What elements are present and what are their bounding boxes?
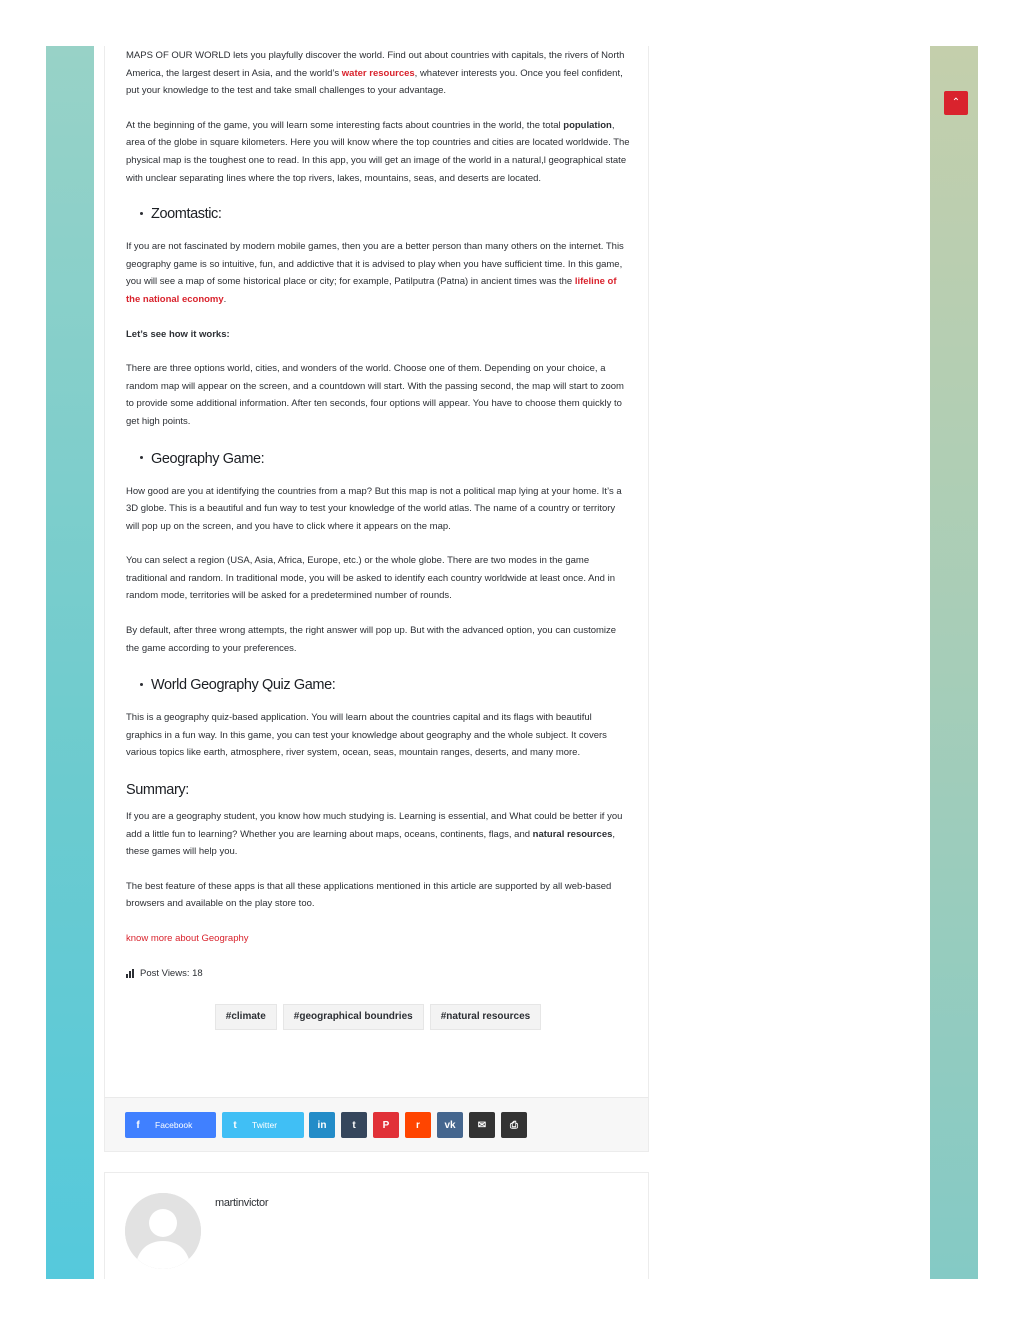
pinterest-icon: P — [382, 1119, 390, 1131]
tag-natural-resources[interactable]: #natural resources — [430, 1004, 542, 1030]
paragraph: Let’s see how it works: — [126, 328, 230, 340]
bar-chart-icon — [126, 969, 134, 978]
linkedin-icon: in — [317, 1119, 327, 1131]
section-heading-zoomtastic: Zoomtastic: — [140, 204, 630, 224]
section-heading-quiz-game: World Geography Quiz Game: — [140, 675, 630, 695]
paragraph: There are three options world, cities, and wonders of the world. Choose one of them. Depending on your choice, a random map will appear on the screen, and a countdown will start. With the passing second, the map will start to zoom to provide some additional information. After ten seconds, four options will appear. You have to choose them quickly to get high points. — [126, 363, 624, 427]
paragraph — [126, 930, 630, 948]
chevron-up-icon: ⌃ — [951, 97, 961, 108]
bullet-icon — [140, 456, 143, 459]
article-body — [104, 46, 649, 1152]
paragraph: How good are you at identifying the countries from a map? But this map is not a political map lying at your home. It’s a 3D globe. This is a beautiful and fun way to test your knowledge of the world atlas. The name of a country or territory will pop up on the screen, and you have to click where it appears on the map. — [126, 485, 622, 532]
vk-icon: vk — [444, 1119, 456, 1131]
share-twitter-button[interactable]: t Twitter — [222, 1112, 304, 1138]
bullet-icon — [140, 212, 143, 215]
share-tumblr-button[interactable] — [341, 1112, 367, 1138]
summary-heading: Summary: — [126, 782, 189, 799]
avatar[interactable] — [125, 1193, 201, 1269]
article-content — [126, 46, 630, 1030]
bold-text: population — [563, 119, 612, 131]
share-linkedin-button[interactable] — [309, 1112, 335, 1138]
paragraph: If you are not fascinated by modern mobile games, then you are a better person than many others on the internet. This geography game is so intuitive, fun, and addictive that it is advised to play when you have sufficient time. In this game, you will see a map of some historical place or city; for example, Patilputra (Patna) in ancient times was the lifeline of the national economy. — [126, 241, 624, 305]
author-name[interactable]: martinvictor — [215, 1197, 269, 1209]
paragraph: If you are a geography student, you know how much studying is. Learning is essential, and What could be better if you add a little fun to learning? Whether you are learning about maps, oceans, continents, flags, and natural resources, these games will help you. — [126, 811, 623, 858]
paragraph: The best feature of these apps is that all these applications mentioned in this article are supported by all web-based browsers and available on the play store too. — [126, 880, 612, 910]
left-decorative-panel — [46, 46, 94, 1279]
back-to-top-button[interactable] — [944, 91, 968, 115]
paragraph: At the beginning of the game, you will learn some interesting facts about countries in the world, the total population, area of the globe in square kilometers. Here you will know where the top countries and cities are located worldwide. The physical map is the toughest one to read. In this app, you will get an image of the world in a natural,l geographical state with unclear separating lines where the top rivers, lakes, mountains, seas, and deserts are located. — [126, 119, 630, 184]
twitter-icon: t — [233, 1119, 237, 1131]
water-resources-link[interactable]: water resources — [341, 67, 415, 79]
post-views: Post Views: 18 — [126, 965, 630, 983]
bullet-icon — [140, 683, 143, 686]
paragraph: MAPS OF OUR WORLD lets you playfully discover the world. Find out about countries with capitals, the rivers of North America, the largest desert in Asia, and the world’s water resources, whatever interests you. Once you feel confident, put your knowledge to the test and take small challenges to your advantage. — [126, 50, 625, 97]
paragraph: This is a geography quiz-based application. You will learn about the countries capital and its flags with beautiful graphics in a fun way. In this game, you can test your knowledge about geography and the whole subject. It covers various topics like earth, atmosphere, river system, ocean, seas, mountain ranges, deserts, and many more. — [126, 712, 607, 759]
share-bar — [104, 1097, 649, 1152]
default-avatar-icon — [125, 1193, 201, 1269]
tag-climate[interactable]: #climate — [215, 1004, 277, 1030]
share-vk-button[interactable] — [437, 1112, 463, 1138]
reddit-icon: r — [416, 1119, 420, 1131]
share-facebook-button[interactable]: f Facebook — [125, 1112, 216, 1138]
share-email-button[interactable] — [469, 1112, 495, 1138]
tag-list — [126, 1004, 630, 1030]
right-decorative-panel — [930, 46, 978, 1279]
facebook-icon: f — [136, 1119, 140, 1131]
section-heading-geography-game: Geography Game: — [140, 449, 630, 469]
tumblr-icon: t — [352, 1119, 356, 1131]
print-icon: ⎙ — [510, 1119, 518, 1131]
tag-geographical-boundries[interactable]: #geographical boundries — [283, 1004, 424, 1030]
paragraph: You can select a region (USA, Asia, Africa, Europe, etc.) or the whole globe. There are two modes in the game traditional and random. In traditional mode, you will be asked to identify each country worldwide at least once. And in random mode, territories will be asked for a predetermined number of rounds. — [126, 555, 616, 602]
economy-link[interactable]: lifeline of the national economy — [126, 276, 617, 305]
know-more-link[interactable]: know more about Geography — [126, 933, 249, 944]
author-box — [104, 1172, 649, 1279]
print-button[interactable] — [501, 1112, 527, 1138]
paragraph: By default, after three wrong attempts, the right answer will pop up. But with the advanced option, you can customize the game according to your preferences. — [126, 625, 617, 654]
share-reddit-button[interactable] — [405, 1112, 431, 1138]
share-pinterest-button[interactable] — [373, 1112, 399, 1138]
email-icon: ✉ — [477, 1119, 487, 1131]
